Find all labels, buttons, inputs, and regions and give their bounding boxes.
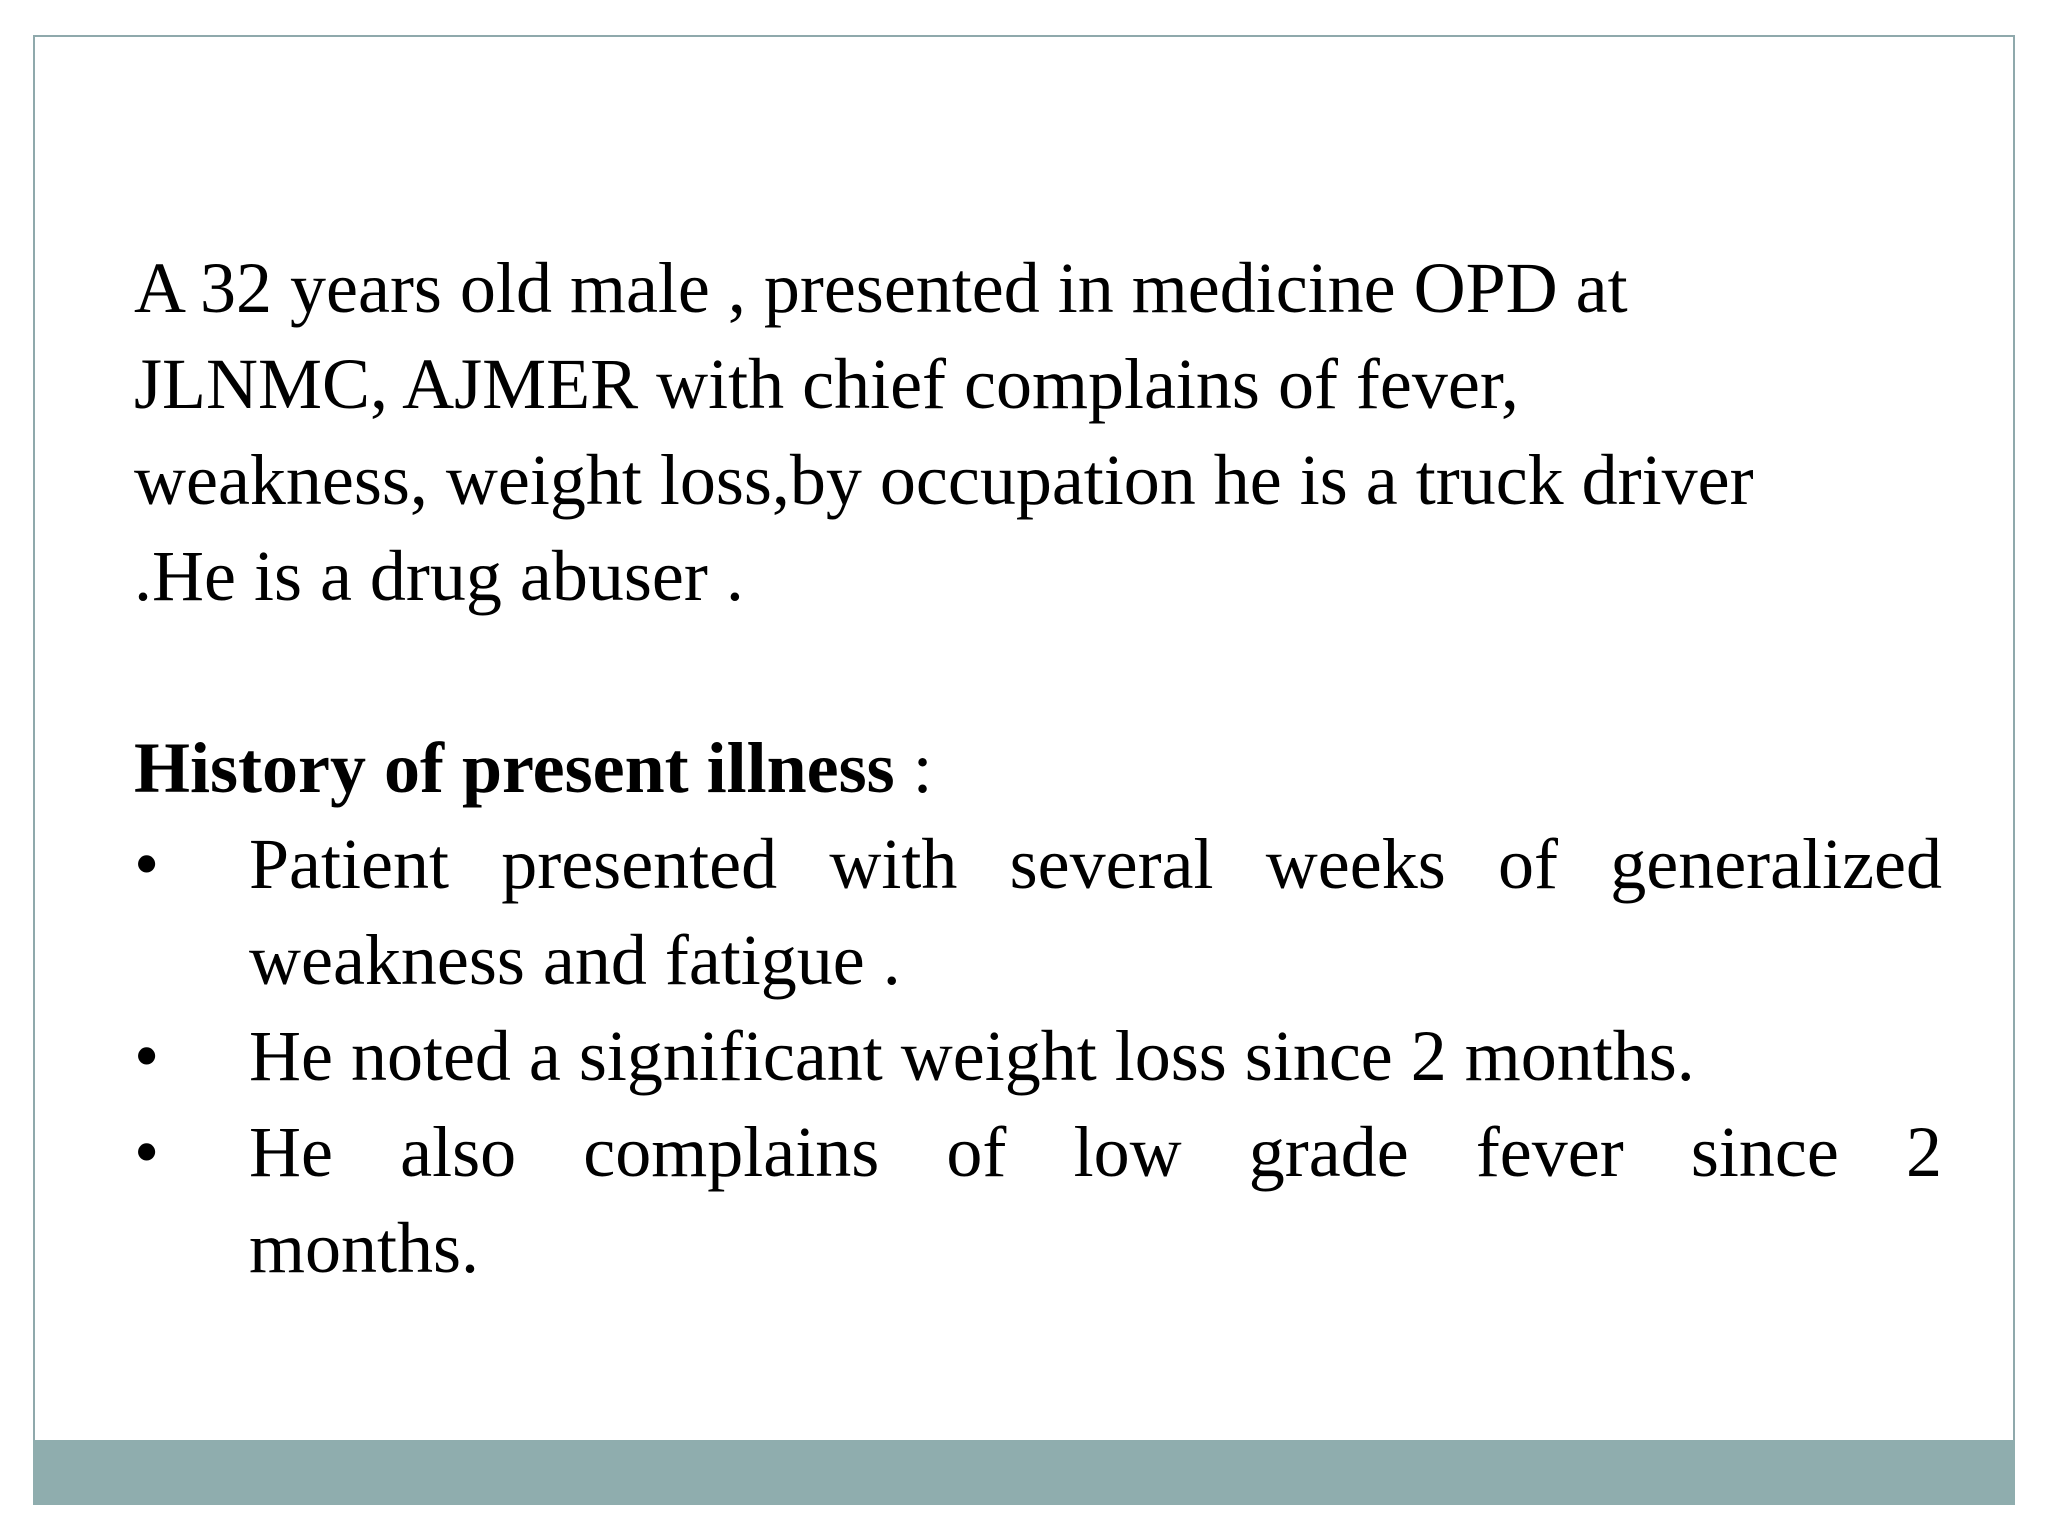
intro-line: JLNMC, AJMER with chief complains of fever, xyxy=(134,344,1519,424)
bullet-text xyxy=(249,816,1942,1008)
list-item xyxy=(134,816,1942,1008)
history-bullet-list xyxy=(134,816,1942,1296)
bullet-icon: • xyxy=(134,1016,160,1096)
list-item xyxy=(134,1008,1942,1104)
bullet-line: Patient presented with several weeks of generalized xyxy=(249,824,1942,904)
intro-line: weakness, weight loss,by occupation he is a truck driver xyxy=(134,440,1754,520)
list-item xyxy=(134,1104,1942,1296)
bullet-text xyxy=(249,1008,1942,1104)
footer-band xyxy=(33,1440,2015,1505)
bullet-line: weakness and fatigue . xyxy=(249,920,901,1000)
paragraph-gap xyxy=(134,624,1942,720)
bullet-icon: • xyxy=(134,1112,160,1192)
bullet-line: He also complains of low grade fever since 2 xyxy=(249,1112,1942,1192)
bullet-line: months. xyxy=(249,1208,480,1288)
history-heading-suffix: : xyxy=(894,728,933,808)
history-heading-bold: History of present illness xyxy=(134,728,895,808)
slide-content xyxy=(134,240,1942,1296)
intro-line: .He is a drug abuser . xyxy=(134,536,744,616)
bullet-icon: • xyxy=(134,824,160,904)
intro-paragraph xyxy=(134,240,1942,624)
bullet-line: He noted a significant weight loss since 2 months. xyxy=(249,1016,1695,1096)
bullet-text xyxy=(249,1104,1942,1296)
history-heading xyxy=(134,720,1942,816)
intro-line: A 32 years old male , presented in medicine OPD at xyxy=(134,248,1628,328)
